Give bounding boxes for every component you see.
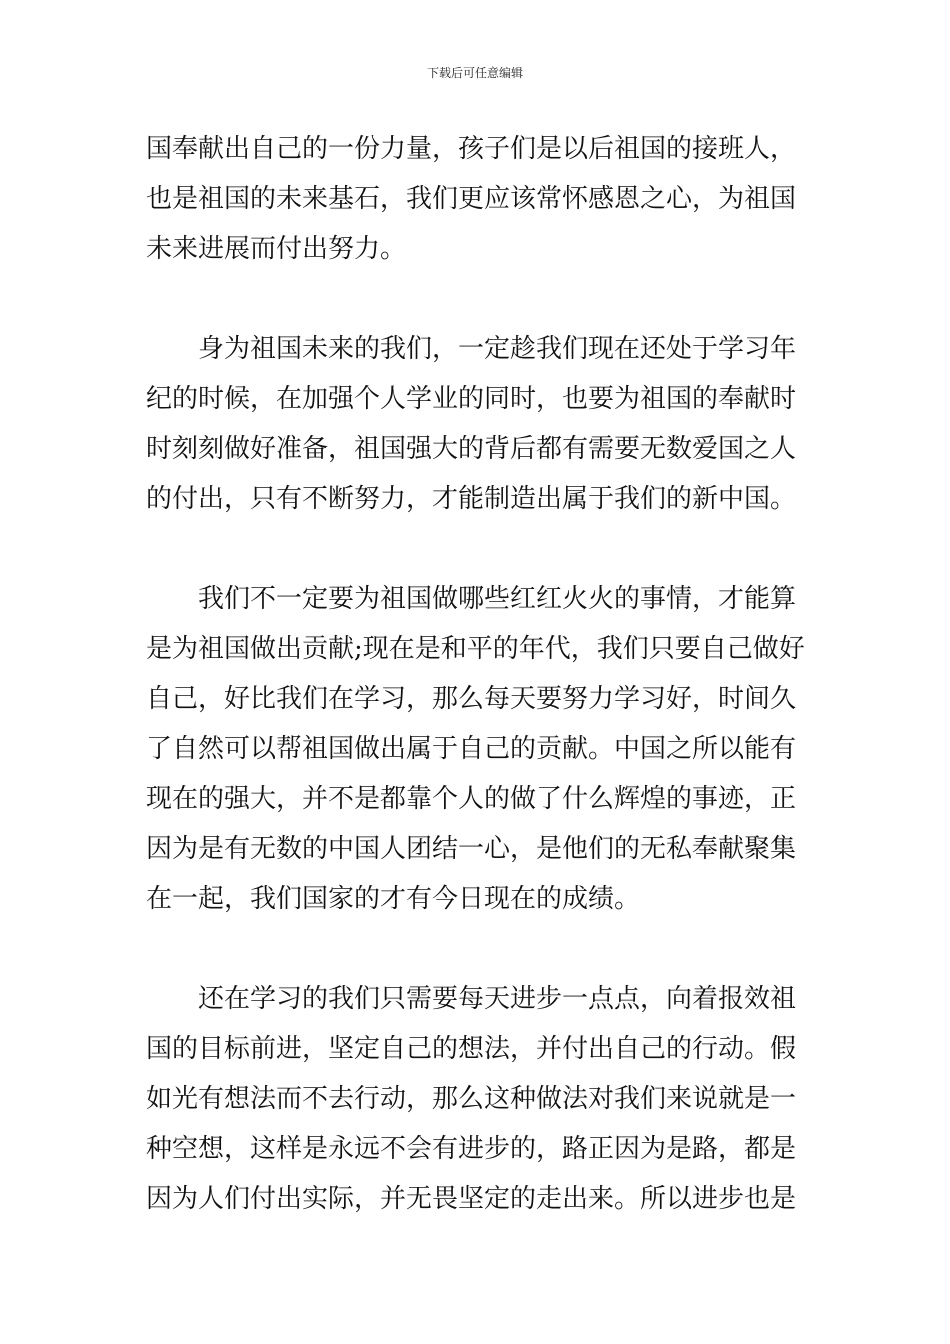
- text-line: 的付出，只有不断努力，才能制造出属于我们的新中国。: [146, 484, 797, 514]
- text-line: 自己，好比我们在学习，那么每天要努力学习好，时间久: [146, 684, 797, 714]
- text-line: 在一起，我们国家的才有今日现在的成绩。: [146, 884, 641, 914]
- text-line: 我们不一定要为祖国做哪些红红火火的事情，才能算: [146, 584, 797, 614]
- text-line: 未来进展而付出努力。: [146, 234, 407, 264]
- text-line: 种空想，这样是永远不会有进步的，路正因为是路，都是: [146, 1134, 797, 1164]
- paragraph-gap: [146, 274, 806, 324]
- text-line: 身为祖国未来的我们，一定趁我们现在还处于学习年: [146, 334, 797, 364]
- paragraph-gap: [146, 924, 806, 974]
- paragraph: [146, 124, 806, 274]
- page-header: 下载后可任意编辑: [426, 66, 523, 80]
- document-body: [146, 124, 806, 1224]
- paragraph-gap: [146, 524, 806, 574]
- text-line: 还在学习的我们只需要每天进步一点点，向着报效祖: [146, 984, 797, 1014]
- text-line: 因为人们付出实际，并无畏坚定的走出来。所以进步也是: [146, 1184, 797, 1214]
- paragraph: [146, 974, 806, 1224]
- text-line: 时刻刻做好准备，祖国强大的背后都有需要无数爱国之人: [146, 434, 797, 464]
- text-line: 国奉献出自己的一份力量，孩子们是以后祖国的接班人，: [146, 134, 797, 164]
- text-line: 现在的强大，并不是都靠个人的做了什么辉煌的事迹，正: [146, 784, 797, 814]
- text-line: 了自然可以帮祖国做出属于自己的贡献。中国之所以能有: [146, 734, 797, 764]
- paragraph: [146, 324, 806, 524]
- text-line: 因为是有无数的中国人团结一心，是他们的无私奉献聚集: [146, 834, 797, 864]
- text-line: 国的目标前进，坚定自己的想法，并付出自己的行动。假: [146, 1034, 797, 1064]
- paragraph: [146, 574, 806, 924]
- text-line: 是为祖国做出贡献;现在是和平的年代，我们只要自己做好: [146, 634, 805, 664]
- text-line: 纪的时候，在加强个人学业的同时，也要为祖国的奉献时: [146, 384, 797, 414]
- text-line: 如光有想法而不去行动，那么这种做法对我们来说就是一: [146, 1084, 797, 1114]
- text-line: 也是祖国的未来基石，我们更应该常怀感恩之心，为祖国: [146, 184, 797, 214]
